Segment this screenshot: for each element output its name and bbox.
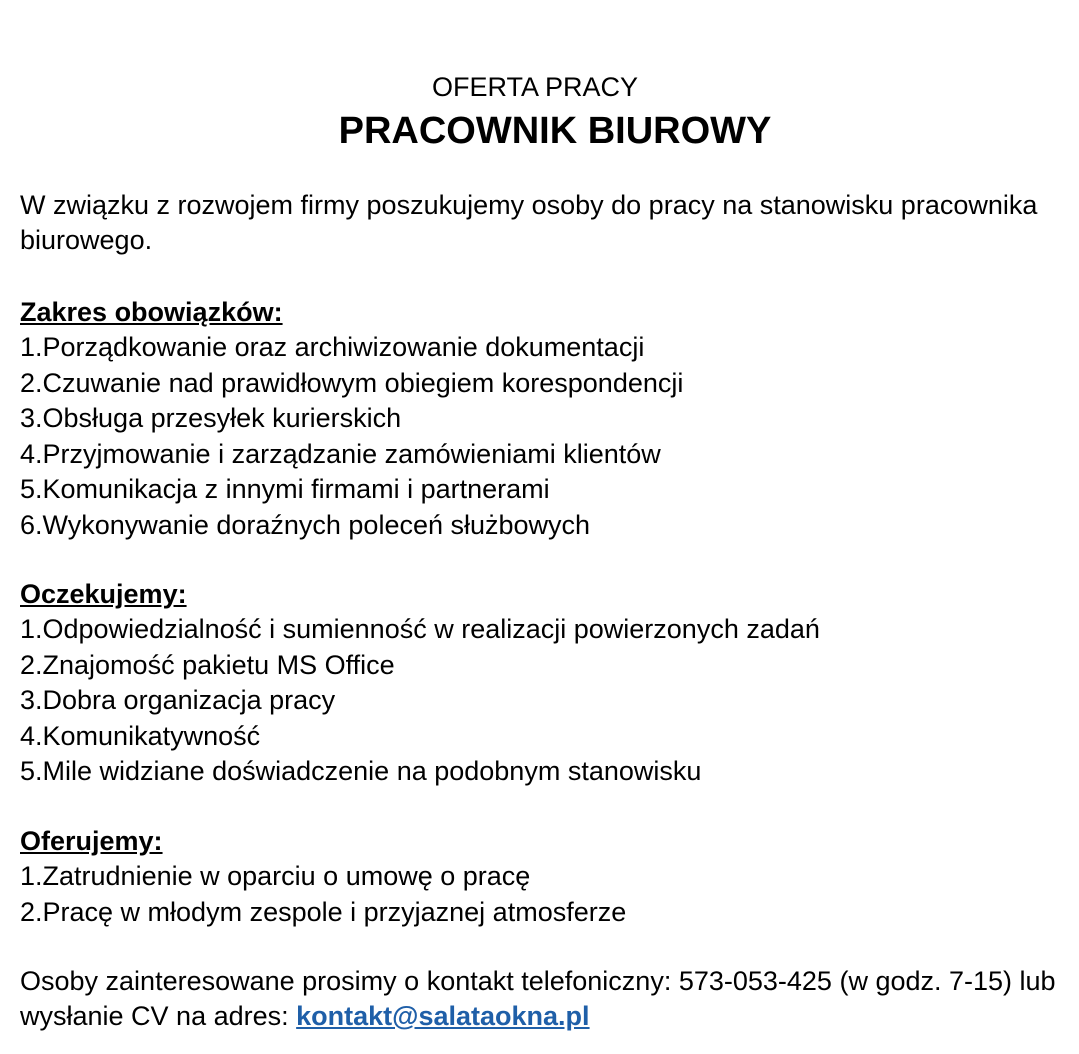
contact-text: Osoby zainteresowane prosimy o kontakt telefoniczny: 573-053-425 (w godz. 7-15) lub wysłanie CV na adres: [20,966,1056,1031]
section-expectations [20,577,1070,790]
intro-paragraph: W związku z rozwojem firmy poszukujemy osoby do pracy na stanowisku pracownika biurowego. [20,190,1038,255]
document-title: PRACOWNIK BIUROWY [338,110,772,152]
email-link[interactable]: kontakt@salataokna.pl [296,1001,590,1031]
list-item: 4.Komunikatywność [20,720,261,751]
list-item: 1.Porządkowanie oraz archiwizowanie dokumentacji [20,332,645,362]
list-item: 2.Znajomość pakietu MS Office [20,649,395,680]
list-item: 2.Pracę w młodym zespole i przyjaznej atmosferze [20,896,627,927]
section-duties [20,295,1070,543]
section-heading-expectations: Oczekujemy: [20,579,187,609]
list-item: 6.Wykonywanie doraźnych poleceń służbowych [20,509,591,540]
offer-list [20,859,1070,930]
section-heading-offer: Oferujemy: [20,826,163,856]
list-item: 1.Zatrudnienie w oparciu o umowę o pracę [20,861,531,891]
section-heading-duties: Zakres obowiązków: [20,297,283,327]
list-item: 5.Komunikacja z innymi firmami i partnerami [20,474,550,504]
list-item: 4.Przyjmowanie i zarządzanie zamówieniami klientów [20,438,661,469]
list-item: 2.Czuwanie nad prawidłowym obiegiem korespondencji [20,367,684,398]
list-item: 5.Mile widziane doświadczenie na podobnym stanowisku [20,756,702,786]
document-subtitle: OFERTA PRACY [431,72,639,102]
expectations-list [20,612,1070,790]
section-offer [20,824,1070,930]
duties-list [20,330,1070,543]
list-item: 1.Odpowiedzialność i sumienność w realizacji powierzonych zadań [20,614,820,644]
contact-paragraph [20,964,1075,1034]
list-item: 3.Obsługa przesyłek kurierskich [20,403,402,433]
list-item: 3.Dobra organizacja pracy [20,685,336,715]
